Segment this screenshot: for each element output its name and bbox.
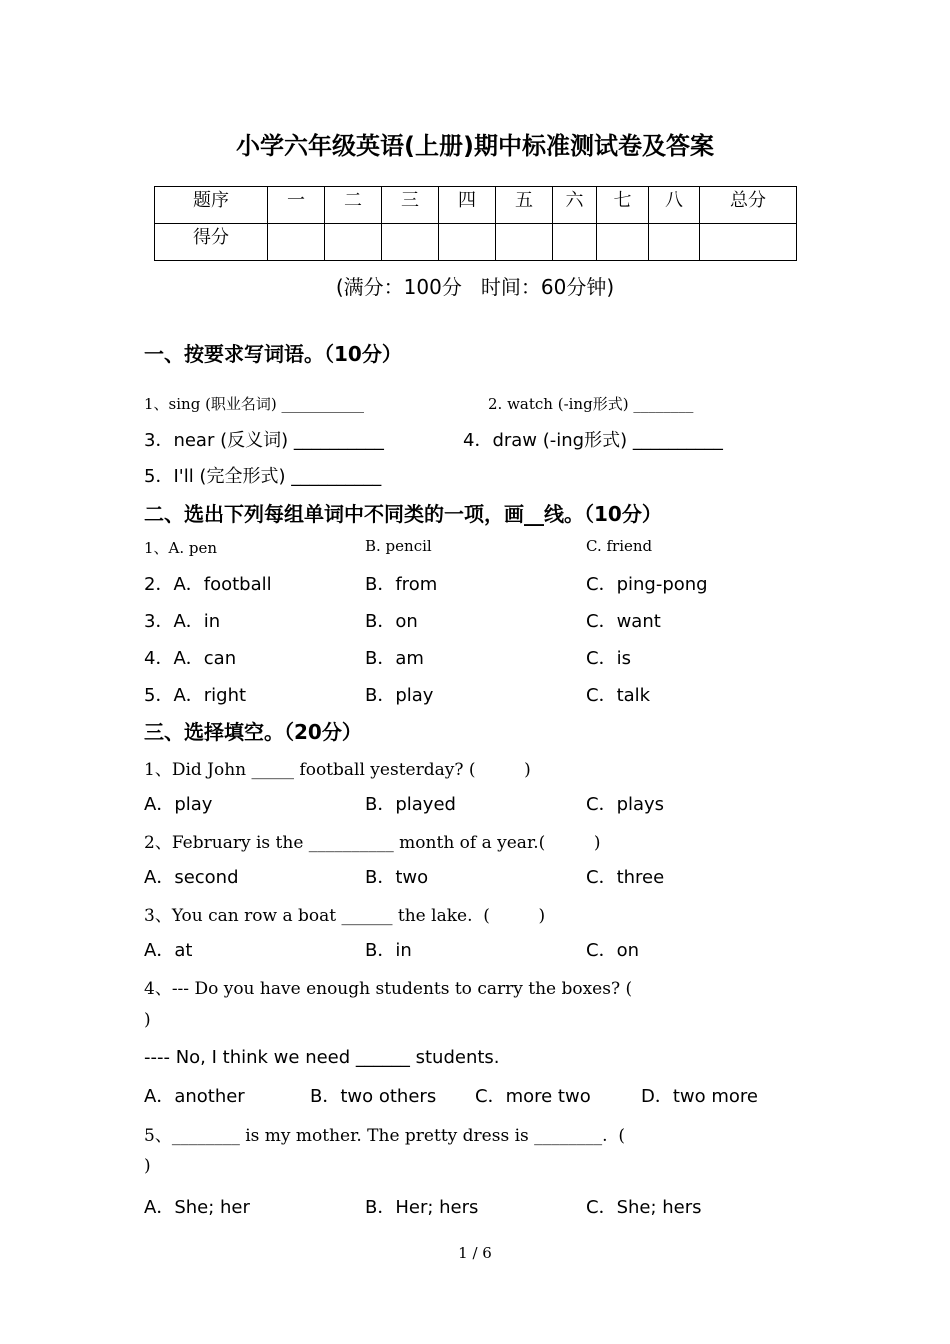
page-title: 小学六年级英语(上册)期中标准测试卷及答案 <box>236 132 714 160</box>
s2-row-1-option-c: C. friend <box>586 537 653 555</box>
s2-row-5-option-c: C．talk <box>586 685 651 706</box>
score-cell[interactable] <box>268 224 325 261</box>
s3-question-5-paren: ) <box>144 1156 151 1176</box>
s3-question-4-paren: ) <box>144 1010 151 1030</box>
s1-question-2: 2. watch (-ing形式) ________ <box>488 395 694 413</box>
score-header-cell: 八 <box>649 187 700 224</box>
s3-q2-option-c: C．three <box>586 867 665 888</box>
score-table-header-row <box>155 187 797 224</box>
score-row-label: 得分 <box>155 224 268 261</box>
s3-q5-option-a: A．She; her <box>144 1197 250 1218</box>
score-header-cell: 二 <box>325 187 382 224</box>
s2-row-4-option-c: C．is <box>586 648 631 669</box>
score-cell[interactable] <box>553 224 597 261</box>
s1-question-5: 5．I'll (完全形式) __________ <box>144 466 382 487</box>
s3-question-5: 5、________ is my mother. The pretty dress is ________. ( <box>144 1126 625 1146</box>
s2-row-4-option-a: 4．A．can <box>144 648 237 669</box>
s2-row-3-option-c: C．want <box>586 611 661 632</box>
score-cell[interactable] <box>649 224 700 261</box>
section1-heading: 一、按要求写词语。（10分） <box>144 342 402 366</box>
s3-q1-option-c: C．plays <box>586 794 665 815</box>
s1-question-4: 4．draw (-ing形式) __________ <box>463 430 723 451</box>
s3-q3-option-b: B．in <box>365 940 412 961</box>
score-cell[interactable] <box>382 224 439 261</box>
s2-row-5-option-b: B．play <box>365 685 434 706</box>
s2-row-3-option-a: 3．A．in <box>144 611 221 632</box>
score-header-cell: 三 <box>382 187 439 224</box>
s3-question-4-answer: ---- No, I think we need ______ students. <box>144 1047 500 1068</box>
s3-q2-option-a: A．second <box>144 867 239 888</box>
section3-heading: 三、选择填空。（20分） <box>144 720 362 744</box>
score-header-cell: 六 <box>553 187 597 224</box>
score-header-cell: 七 <box>597 187 649 224</box>
score-table <box>154 186 797 261</box>
s2-row-3-option-b: B．on <box>365 611 418 632</box>
score-header-cell: 五 <box>496 187 553 224</box>
s2-row-1-option-b: B. pencil <box>365 537 432 555</box>
score-header-cell: 总分 <box>700 187 797 224</box>
s2-row-2-option-b: B．from <box>365 574 438 595</box>
s2-row-1-option-a: 1、A. pen <box>144 539 218 557</box>
score-table-score-row <box>155 224 797 261</box>
s2-row-2-option-c: C．ping-pong <box>586 574 708 595</box>
s3-question-1: 1、Did John _____ football yesterday? ( ) <box>144 760 531 780</box>
s3-question-2: 2、February is the __________ month of a year.( ) <box>144 833 601 853</box>
s3-q3-option-a: A．at <box>144 940 193 961</box>
score-cell[interactable] <box>496 224 553 261</box>
score-cell[interactable] <box>700 224 797 261</box>
page-number: 1 / 6 <box>458 1244 492 1262</box>
s3-q5-option-c: C．She; hers <box>586 1197 702 1218</box>
s3-question-3: 3、You can row a boat ______ the lake. ( ) <box>144 906 546 926</box>
s3-q4-option-b: B．two others <box>310 1086 437 1107</box>
s3-q1-option-b: B．played <box>365 794 456 815</box>
s3-q5-option-b: B．Her; hers <box>365 1197 479 1218</box>
s1-question-3: 3．near (反义词) __________ <box>144 430 384 451</box>
score-header-cell: 四 <box>439 187 496 224</box>
score-header-cell: 题序 <box>155 187 268 224</box>
s3-q1-option-a: A．play <box>144 794 213 815</box>
s2-row-5-option-a: 5．A．right <box>144 685 247 706</box>
full-score-time: (满分：100分 时间：60分钟) <box>335 275 615 299</box>
score-cell[interactable] <box>325 224 382 261</box>
s3-question-4: 4、--- Do you have enough students to carry the boxes? ( <box>144 979 633 999</box>
s3-q3-option-c: C．on <box>586 940 639 961</box>
score-header-cell: 一 <box>268 187 325 224</box>
s2-row-4-option-b: B．am <box>365 648 424 669</box>
score-cell[interactable] <box>439 224 496 261</box>
s3-q4-option-c: C．more two <box>475 1086 591 1107</box>
s1-question-1: 1、sing (职业名词) ___________ <box>144 395 365 413</box>
score-cell[interactable] <box>597 224 649 261</box>
s3-q2-option-b: B．two <box>365 867 429 888</box>
section2-heading: 二、选出下列每组单词中不同类的一项，画__线。（10分） <box>144 502 662 526</box>
s2-row-2-option-a: 2．A．football <box>144 574 272 595</box>
s3-q4-option-d: D．two more <box>641 1086 758 1107</box>
s3-q4-option-a: A．another <box>144 1086 245 1107</box>
